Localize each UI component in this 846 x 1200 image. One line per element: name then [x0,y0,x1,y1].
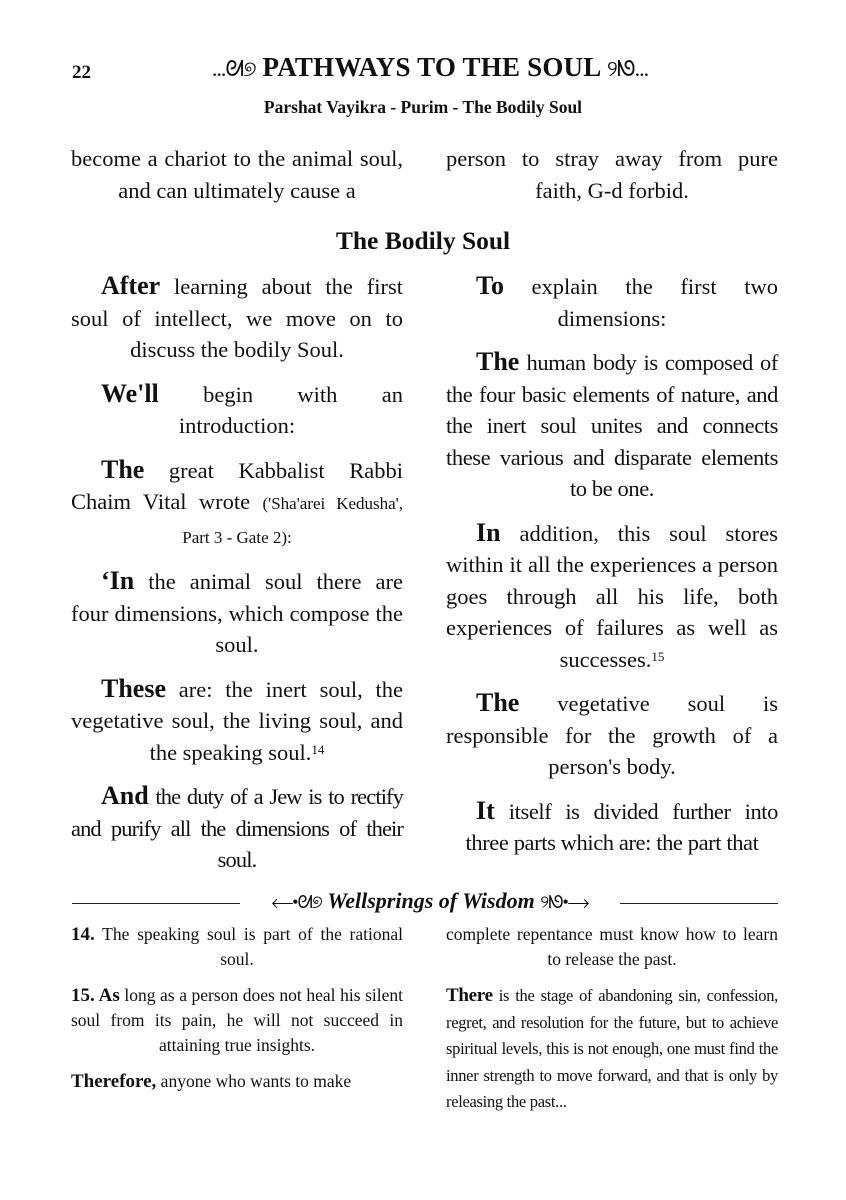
ornament-right-icon: ୨ᘚ... [606,56,649,81]
paragraph [446,517,778,676]
footnote-number: 14. [71,924,95,945]
footnote-paragraph [446,983,778,1116]
paragraph-lead: And [101,781,149,810]
paragraph-lead: It [476,795,495,825]
paragraph-text: are: the inert soul, the vegetative soul, the living soul, and the speaking soul. [71,676,403,765]
section-heading: The Bodily Soul [335,226,511,255]
divider-rule-left [72,903,240,904]
paragraph-lead: To [476,271,504,300]
paragraph-lead: These [101,673,166,703]
paragraph-text: begin with an introduction: [158,381,403,438]
paragraph-lead: The [476,688,520,717]
intro-right-text: person to stray away from pure faith, G-d forbid. [446,146,778,203]
paragraph-text: explain the first two dimensions: [503,274,778,331]
paragraph [446,346,778,505]
paragraph-text: itself is divided further into three parts which are: the part that [465,798,778,855]
intro-left [71,143,403,206]
ornament-left-icon: ⟵•ᘛ୭ [271,892,322,912]
paragraph [71,454,403,554]
footnote-continuation [71,1069,403,1094]
divider-label-text: Wellsprings of Wisdom [327,888,535,913]
paragraph-text: the duty of a Jew is to rectify and purify all the dimensions of their soul. [71,784,403,872]
divider-label [240,888,620,914]
citation: ('Sha'arei Kedusha', Part 3 - Gate 2): [182,494,403,547]
paragraph [71,673,403,769]
book-title-text: PATHWAYS TO THE SOUL [262,52,600,82]
paragraph [446,795,778,859]
footnote-14 [71,922,403,972]
footnote-lead: There [446,985,493,1006]
paragraph-text: addition, this soul stores within it all the experiences a person goes through all his life, both experiences of failures as well as successes. [446,520,778,672]
divider-rule-right [620,903,778,904]
paragraph-lead: We'll [101,378,159,408]
footnote-text: anyone who wants to make [156,1071,352,1091]
paragraph-text: vegetative soul is responsible for the growth of a person's body. [446,691,778,779]
paragraph [446,687,778,783]
footnote-lead: Therefore, [71,1071,157,1092]
paragraph-text: human body is composed of the four basic elements of nature, and the inert soul unites and connects these various and disparate elements to be one. [446,350,778,501]
paragraph [71,378,403,442]
left-column [71,270,403,876]
paragraph-lead: In [476,517,501,547]
footnote-text: is the stage of abandoning sin, confession, regret, and resolution for the future, but to achieve spiritual levels, this is not enough, one must find the inner strength to move forward, and that is only by releasing the past... [446,986,778,1111]
paragraph-lead: After [101,271,161,300]
footnotes-left [71,922,403,1094]
right-column [446,270,778,859]
footnote-ref[interactable]: 15 [651,648,665,664]
footnote-number: 15. As [71,985,120,1006]
paragraph-text: the animal soul there are four dimensions, which compose the soul. [71,569,403,657]
footnote-text: long as a person does not heal his silent soul from its pain, he will not succeed in attaining true insights. [71,985,403,1055]
paragraph-lead: ‘In [101,566,135,595]
paragraph [71,565,403,661]
footnotes-right [446,922,778,1116]
paragraph-lead: The [476,347,520,376]
running-header [0,52,846,88]
paragraph [446,270,778,334]
paragraph-lead: The [101,454,145,484]
footnote-divider [72,888,778,918]
footnote-text: complete repentance must know how to learn to release the past. [446,924,778,969]
footnote-ref[interactable]: 14 [311,741,325,757]
intro-right [446,143,778,206]
ornament-left-icon: ...ᘛ୭ [211,56,256,81]
paragraph-text: great Kabbalist Rabbi Chaim Vital wrote [71,457,403,514]
footnote-15 [71,983,403,1058]
book-title [130,52,730,83]
chapter-subtitle: Parshat Vayikra - Purim - The Bodily Soul [263,97,583,117]
ornament-right-icon: ୨ᘚ•⟶ [540,892,589,912]
paragraph [71,780,403,876]
paragraph [71,270,403,366]
page-number: 22 [72,62,91,83]
footnote-text: The speaking soul is part of the rational soul. [94,924,403,969]
paragraph-text: learning about the first soul of intellect, we move on to discuss the bodily Soul. [71,274,403,362]
intro-left-text: become a chariot to the animal soul, and can ultimately cause a [71,146,403,203]
